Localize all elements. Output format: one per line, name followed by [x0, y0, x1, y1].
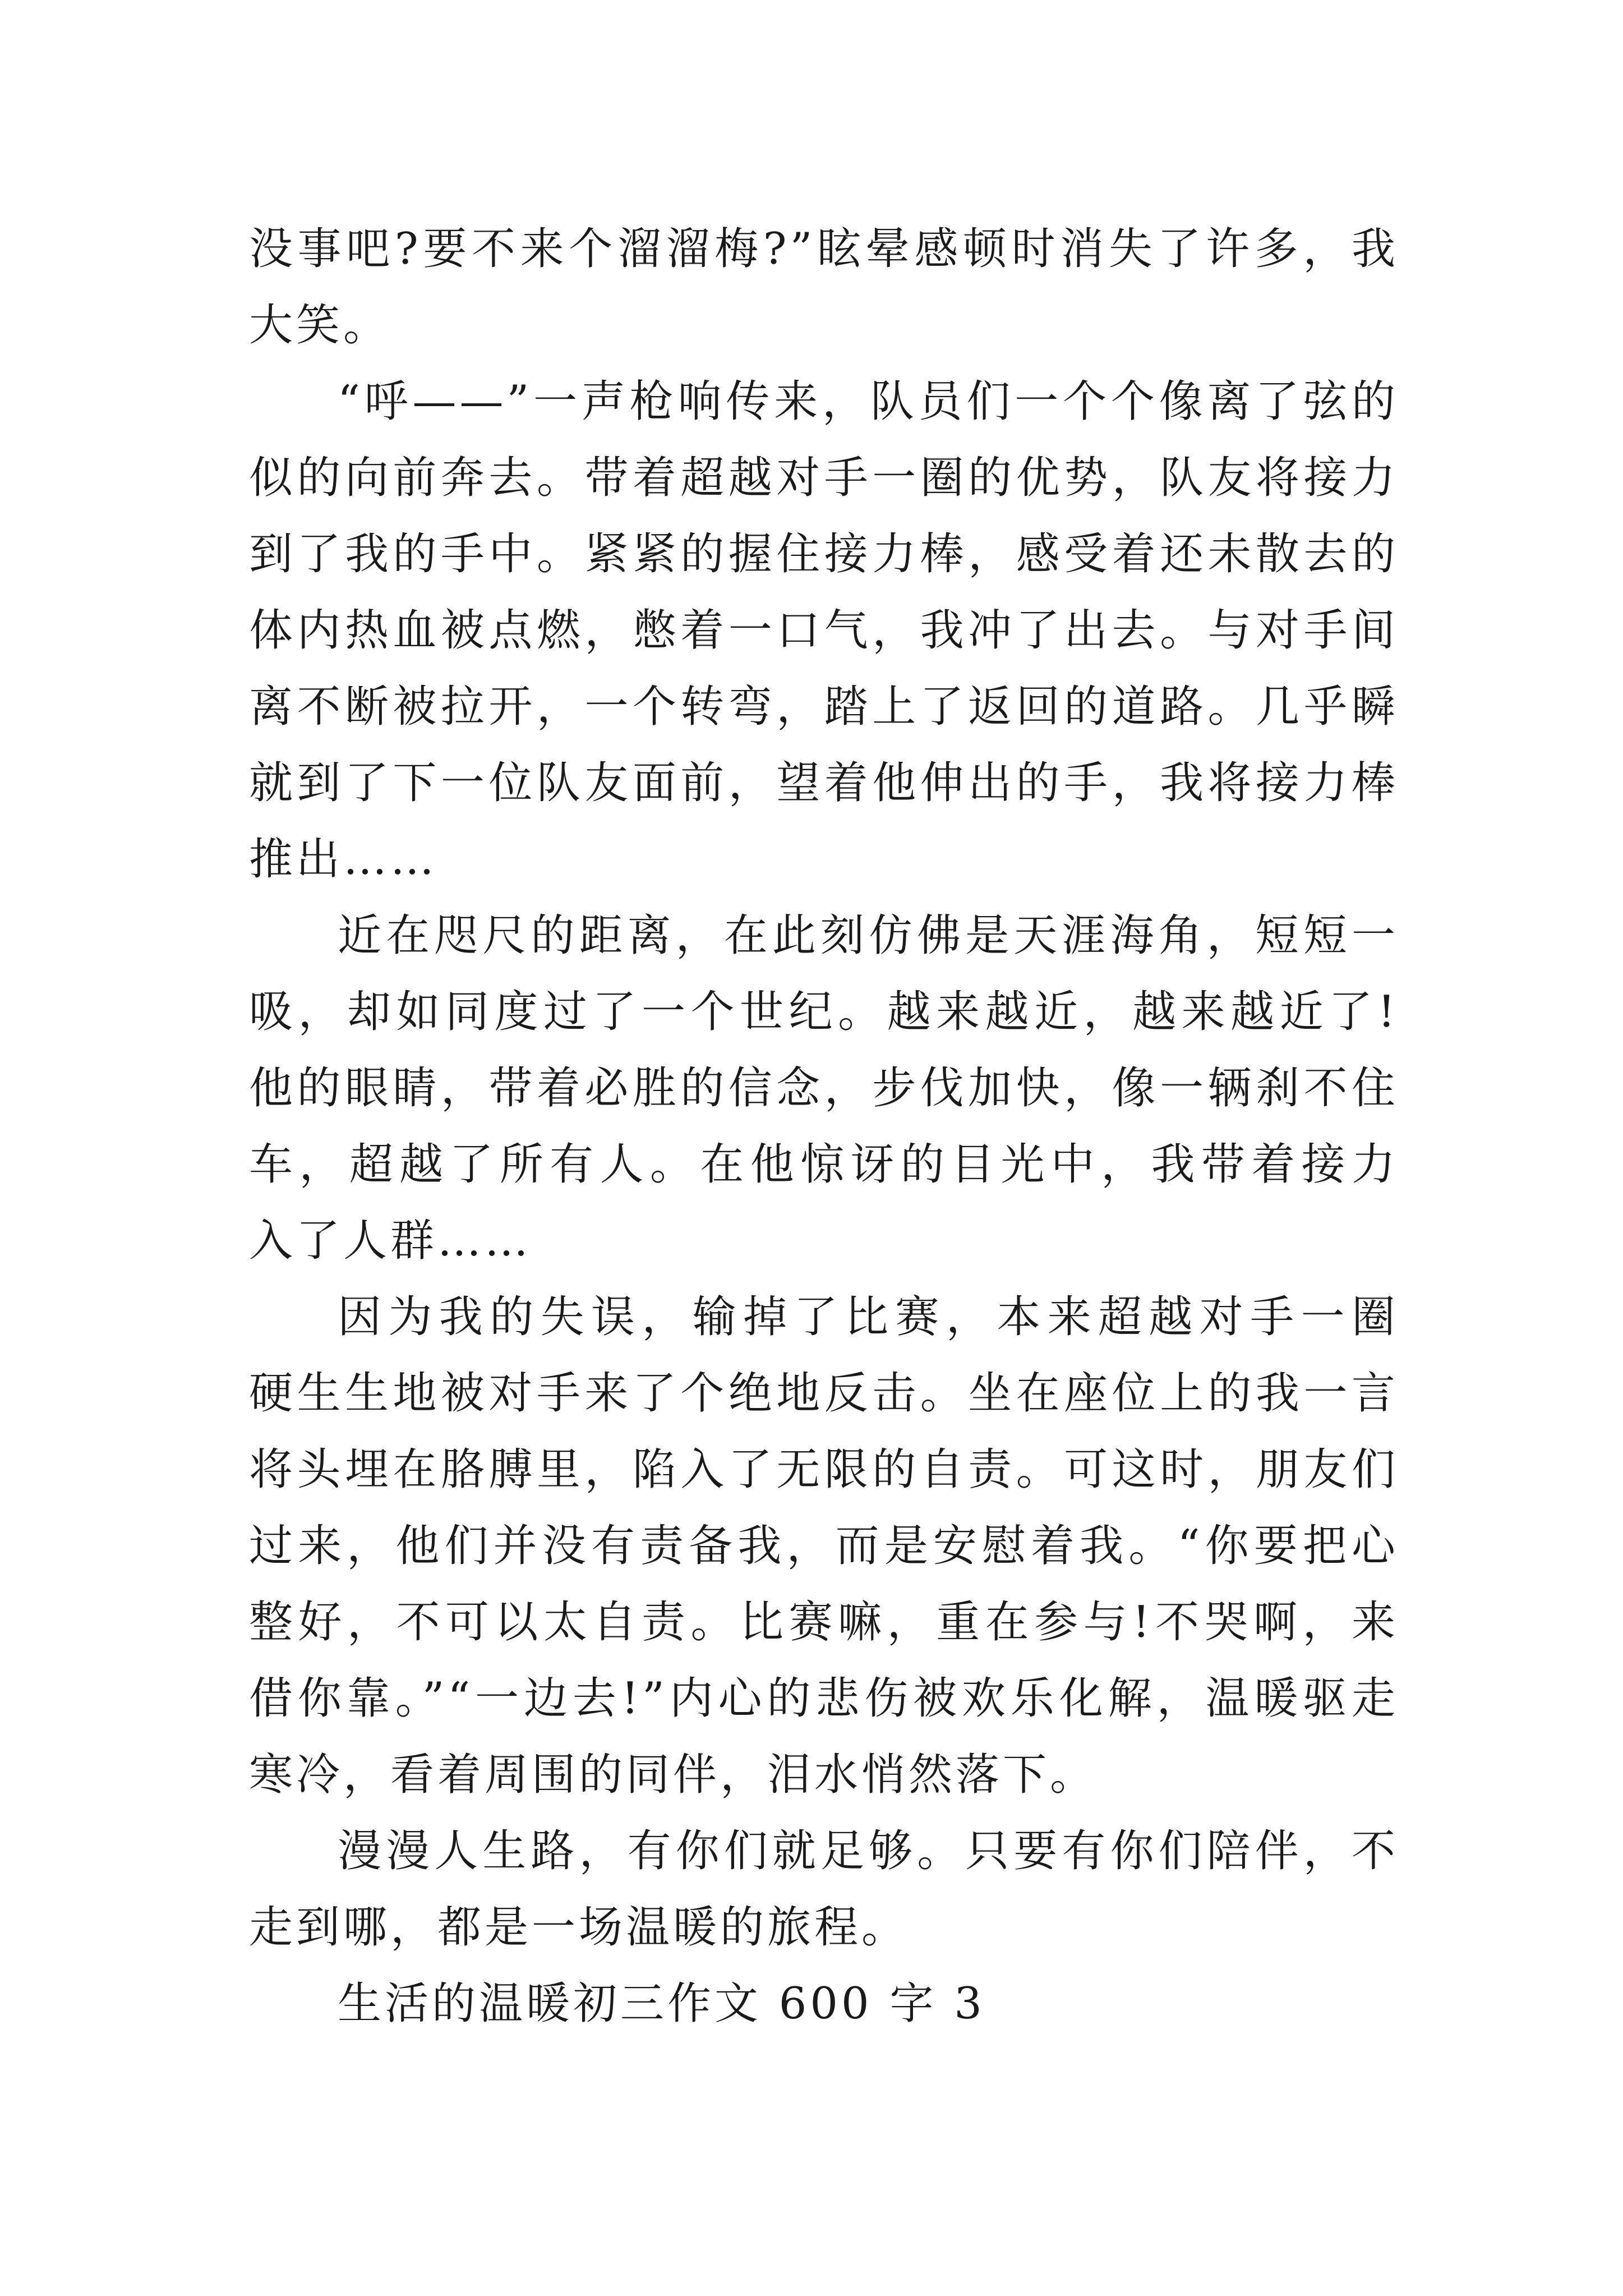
- text-line: 他的眼睛，带着必胜的信念，步伐加快，像一辆刹不住: [249, 1063, 1399, 1114]
- text-line: 没事吧?要不来个溜溜梅?”眩晕感顿时消失了许多，我: [249, 224, 1399, 274]
- text-line: 体内热血被点燃，憋着一口气，我冲了出去。与对手间: [249, 605, 1399, 656]
- text-line: 推出……: [249, 834, 438, 885]
- section-heading: 生活的温暖初三作文 600 字 3: [338, 1978, 985, 2029]
- text-line: 似的向前奔去。带着超越对手一圈的优势，队友将接力: [249, 453, 1399, 503]
- text-line: 走到哪，都是一场温暖的旅程。: [249, 1902, 909, 1953]
- text-line: 就到了下一位队友面前，望着他伸出的手，我将接力棒: [249, 758, 1399, 808]
- text-line: 吸，却如同度过了一个世纪。越来越近，越来越近了!: [249, 987, 1399, 1037]
- text-line: 到了我的手中。紧紧的握住接力棒，感受着还未散去的: [249, 529, 1399, 579]
- text-line: 近在咫尺的距离，在此刻仿佛是天涯海角，短短一: [338, 910, 1399, 961]
- text-line: 离不断被拉开，一个转弯，踏上了返回的道路。几乎瞬: [249, 682, 1399, 732]
- text-line: 硬生生地被对手来了个绝地反击。坐在座位上的我一言: [249, 1368, 1399, 1419]
- text-line: 寒冷，看着周围的同伴，泪水悄然落下。: [249, 1750, 1098, 1800]
- text-line: “呼——”一声枪响传来，队员们一个个像离了弦的: [338, 376, 1399, 427]
- text-line: 入了人群……: [249, 1216, 532, 1266]
- text-line: 整好，不可以太自责。比赛嘛，重在参与!不哭啊，来: [249, 1597, 1399, 1648]
- text-line: 车，超越了所有人。在他惊讶的目光中，我带着接力: [249, 1139, 1399, 1190]
- text-line: 因为我的失误，输掉了比赛，本来超越对手一圈: [338, 1292, 1399, 1342]
- text-line: 大笑。: [249, 300, 391, 351]
- text-line: 过来，他们并没有责备我，而是安慰着我。“你要把心: [249, 1521, 1399, 1571]
- text-line: 漫漫人生路，有你们就足够。只要有你们陪伴，不: [338, 1826, 1399, 1876]
- text-line: 借你靠。”“一边去!”内心的悲伤被欢乐化解，温暖驱走: [249, 1673, 1399, 1724]
- text-line: 将头埋在胳膊里，陷入了无限的自责。可这时，朋友们: [249, 1444, 1399, 1495]
- essay-body: [249, 211, 1399, 2042]
